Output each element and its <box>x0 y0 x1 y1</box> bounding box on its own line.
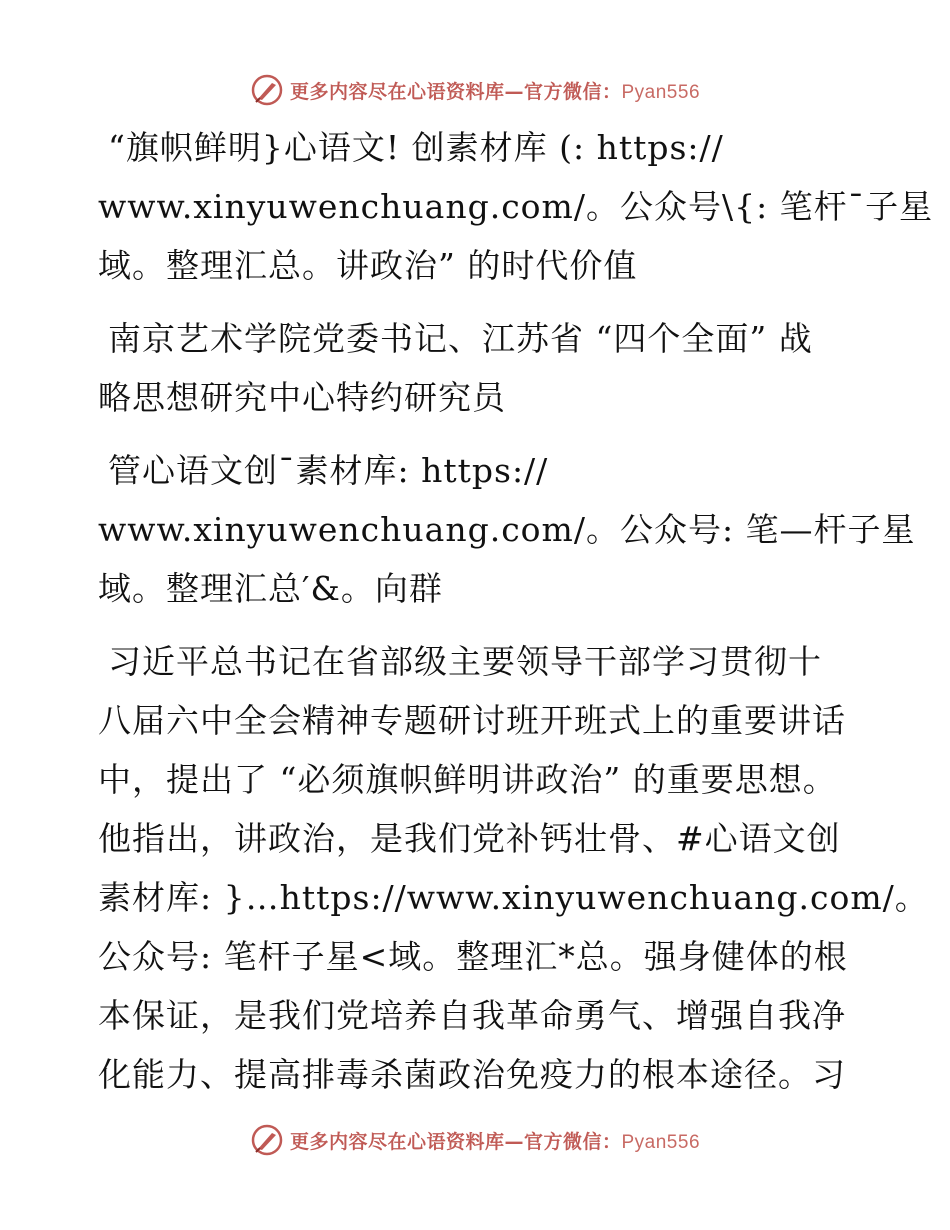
text-line: 域。整理汇总′&。向群 <box>98 569 443 608</box>
text-line: 中，提出了 “必须旗帜鲜明讲政治” 的重要思想。 <box>98 760 837 799</box>
text-line: 域。整理汇总。讲政治” 的时代价值 <box>98 246 638 285</box>
quill-logo-icon <box>250 1123 284 1157</box>
paragraph-title <box>98 118 934 295</box>
watermark-text: 更多内容尽在心语资料库—官方微信：Pyan556 <box>289 80 701 103</box>
text-line: 他指出，讲政治，是我们党补钙壮骨、#心语文创 <box>98 819 841 858</box>
header-watermark <box>0 70 950 110</box>
text-line: www.xinyuwenchuang.com/。公众号: 笔—杆子星 <box>98 510 916 549</box>
text-line: 南京艺术学院党委书记、江苏省 “四个全面” 战 <box>108 319 813 358</box>
text-line: “旗帜鲜明}心语文! 创素材库 (: https:// <box>108 128 724 167</box>
paragraph-body <box>98 632 929 1104</box>
text-line: 化能力、提高排毒杀菌政治免疫力的根本途径。习 <box>98 1055 846 1094</box>
text-line: 素材库: }…https://www.xinyuwenchuang.com/。 <box>98 878 929 917</box>
paragraph-source <box>98 441 916 618</box>
text-line: 管心语文创¯素材库: https:// <box>108 451 549 490</box>
quill-logo-icon <box>250 73 284 107</box>
watermark-text: 更多内容尽在心语资料库—官方微信：Pyan556 <box>289 1130 701 1153</box>
footer-watermark <box>0 1120 950 1160</box>
text-line: 略思想研究中心特约研究员 <box>98 378 506 417</box>
text-line: 习近平总书记在省部级主要领导干部学习贯彻十 <box>108 642 822 681</box>
text-line: 本保证，是我们党培养自我革命勇气、增强自我净 <box>98 996 846 1035</box>
document-body <box>98 118 934 1118</box>
text-line: 公众号: 笔杆子星<域。整理汇*总。强身健体的根 <box>98 937 848 976</box>
text-line: www.xinyuwenchuang.com/。公众号\{: 笔杆¯子星 <box>98 187 934 226</box>
paragraph-author <box>98 309 858 427</box>
text-line: 八届六中全会精神专题研讨班开班式上的重要讲话 <box>98 701 846 740</box>
